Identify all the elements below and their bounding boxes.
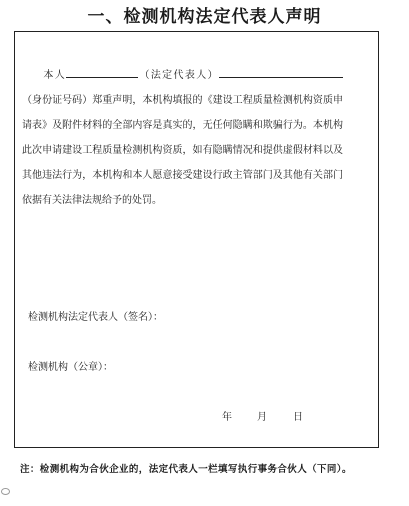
watermark xyxy=(1,488,10,495)
document-title: 一、检测机构法定代表人声明 xyxy=(87,7,322,27)
representative-name-blank xyxy=(66,65,138,78)
footnote: 注：检测机构为合伙企业的，法定代表人一栏填写执行事务合伙人（下同）。 xyxy=(20,464,352,475)
id-number-blank xyxy=(219,65,343,78)
statement-part-2: （法定代表人） xyxy=(138,70,220,81)
statement-part-3: （身份证号码）郑重声明，本机构填报的《建设工程质量检测机构资质申请表》及附件材料的全部内容是真实的，无任何隐瞒和欺骗行为。本机构此次申请建设工程质量检测机构资质，如有隐瞒情况和提供虚假材料以及其他违法行为，本机构和本人愿意接受建设行政主管部门及其他有关部门依据有关法律法规给予的处罚。 xyxy=(22,95,343,206)
institution-seal-label: 检测机构（公章）： xyxy=(28,362,113,373)
date-year-label: 年 xyxy=(222,412,232,423)
watermark-logo-icon xyxy=(1,488,10,495)
declaration-statement xyxy=(22,63,343,213)
date-day-label: 日 xyxy=(293,412,303,423)
date-month-label: 月 xyxy=(257,412,267,423)
representative-signature-label: 检测机构法定代表人（签名）： xyxy=(28,312,163,323)
statement-part-1: 本人 xyxy=(42,70,67,81)
